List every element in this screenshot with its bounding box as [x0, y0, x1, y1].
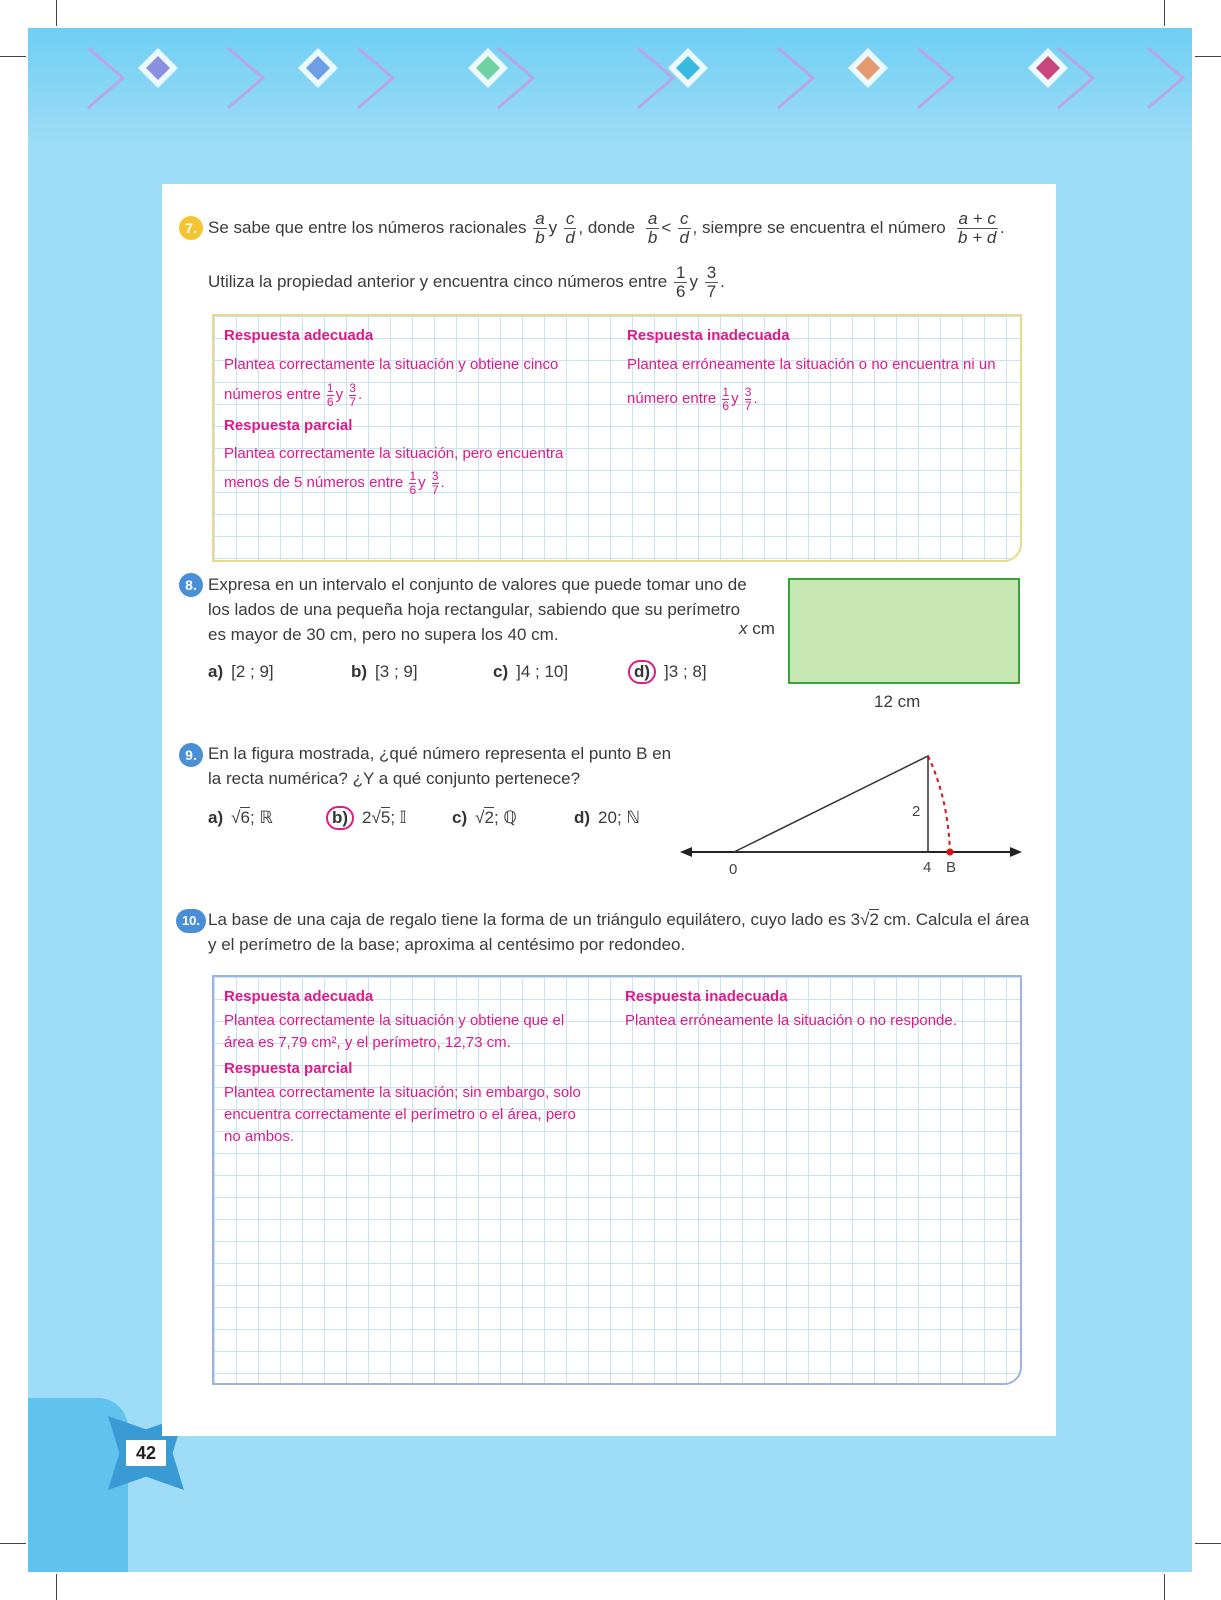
point-b-label: B	[946, 859, 957, 876]
q9-statement: la recta numérica? ¿Y a qué conjunto pertenece?	[208, 769, 581, 788]
rubric-partial-text: encuentra correctamente el perímetro o el área, pero	[224, 1106, 576, 1123]
number-line-origin-label: 0	[729, 861, 738, 878]
q8-option-a[interactable]: a) [2 ; 9]	[208, 662, 274, 681]
page-number: 42	[126, 1440, 166, 1466]
crop-mark	[0, 56, 26, 57]
sqrt-symbol: √	[475, 808, 485, 827]
q8-option-b[interactable]: b) [3 ; 9]	[351, 662, 418, 681]
q9-option-d[interactable]: d) 20; ℕ	[574, 808, 641, 827]
q10-statement: La base de una caja de regalo tiene la forma de un triángulo equilátero, cuyo lado es 3√2 cm. Calcula el área	[208, 910, 1030, 929]
question-number-9: 9.	[179, 743, 203, 767]
rubric-adequate-text: Plantea correctamente la situación y obtiene cinco	[224, 356, 559, 373]
crop-mark	[56, 0, 57, 26]
q8-statement: Expresa en un intervalo el conjunto de valores que puede tomar uno de	[208, 575, 747, 594]
q9-option-b-selected[interactable]: b) 2√5; 𝕀	[326, 806, 406, 830]
crop-mark	[1164, 0, 1165, 26]
rubric-inadequate-text: Plantea erróneamente la situación o no responde.	[625, 1012, 957, 1029]
rubric-partial-text: Plantea correctamente la situación; sin embargo, solo	[224, 1084, 581, 1101]
rectangle-figure	[788, 578, 1020, 684]
rubric-inadequate-text: número entre $\frac{1}{6}$ y $\frac{3}{7}$ .	[627, 384, 758, 413]
rubric-partial-title: Respuesta parcial	[224, 1060, 353, 1077]
number-line-tick-label: 4	[923, 859, 932, 876]
q8-statement: los lados de una pequeña hoja rectangular, sabiendo que su perímetro	[208, 600, 741, 619]
q9-statement: En la figura mostrada, ¿qué número representa el punto B en	[208, 744, 672, 763]
rubric-inadequate-text: Plantea erróneamente la situación o no encuentra ni un	[627, 356, 996, 373]
crop-mark	[1164, 1574, 1165, 1600]
rubric-partial-text: no ambos.	[224, 1128, 295, 1145]
question-number-7: 7.	[179, 216, 203, 240]
decorative-banner	[28, 28, 1192, 148]
sqrt-symbol: √	[231, 808, 241, 827]
number-line-figure	[680, 748, 1025, 883]
answer-rubric-grid-q7	[212, 314, 1022, 562]
rectangle-side-label: x cm	[739, 619, 775, 638]
rubric-adequate-text: Plantea correctamente la situación y obtiene que el	[224, 1012, 565, 1029]
q9-option-c[interactable]: c) √2; ℚ	[452, 808, 517, 827]
rubric-partial-title: Respuesta parcial	[224, 417, 353, 434]
crop-mark	[1195, 1543, 1221, 1544]
question-number-10: 10.	[176, 909, 206, 933]
sqrt-symbol: √	[860, 910, 870, 929]
rubric-adequate-title: Respuesta adecuada	[224, 327, 374, 344]
rubric-adequate-title: Respuesta adecuada	[224, 988, 374, 1005]
sqrt-symbol: √	[371, 808, 381, 827]
q7-statement-line1: Se sabe que entre los números racionales $\frac{a}{b}$ y $\frac{c}{d}$ , donde $\frac{a}{b}$ < $\frac{c}{d}$ , siempre se encuentra el número $\frac{a + c}{b + d}$ .	[208, 209, 1005, 248]
rubric-partial-text: Plantea correctamente la situación, pero encuentra	[224, 445, 564, 462]
crop-mark	[1195, 56, 1221, 57]
rubric-inadequate-title: Respuesta inadecuada	[625, 988, 788, 1005]
q8-statement: es mayor de 30 cm, pero no supera los 40 cm.	[208, 625, 559, 644]
q8-option-c[interactable]: c) ]4 ; 10]	[493, 662, 569, 681]
rubric-inadequate-title: Respuesta inadecuada	[627, 327, 790, 344]
rubric-partial-text: menos de 5 números entre $\frac{1}{6}$ y $\frac{3}{7}$ .	[224, 468, 445, 497]
q10-statement: y el perímetro de la base; aproxima al centésimo por redondeo.	[208, 935, 686, 954]
rectangle-width-label: 12 cm	[874, 692, 921, 711]
rubric-adequate-text: área es 7,79 cm², y el perímetro, 12,73 cm.	[224, 1034, 511, 1051]
q8-option-d-selected[interactable]: d) ]3 ; 8]	[628, 660, 707, 684]
crop-mark	[56, 1574, 57, 1600]
crop-mark	[0, 1543, 26, 1544]
q9-option-a[interactable]: a) √6; ℝ	[208, 808, 273, 827]
question-number-8: 8.	[179, 573, 203, 597]
q7-statement-line2: Utiliza la propiedad anterior y encuentra cinco números entre $\frac{1}{6}$ y $\frac{3}{7}$ .	[208, 263, 725, 302]
triangle-height-label: 2	[912, 803, 921, 820]
banner-pattern-icon	[28, 28, 1192, 148]
rubric-adequate-text: números entre $\frac{1}{6}$ y $\frac{3}{7}$ .	[224, 380, 363, 409]
